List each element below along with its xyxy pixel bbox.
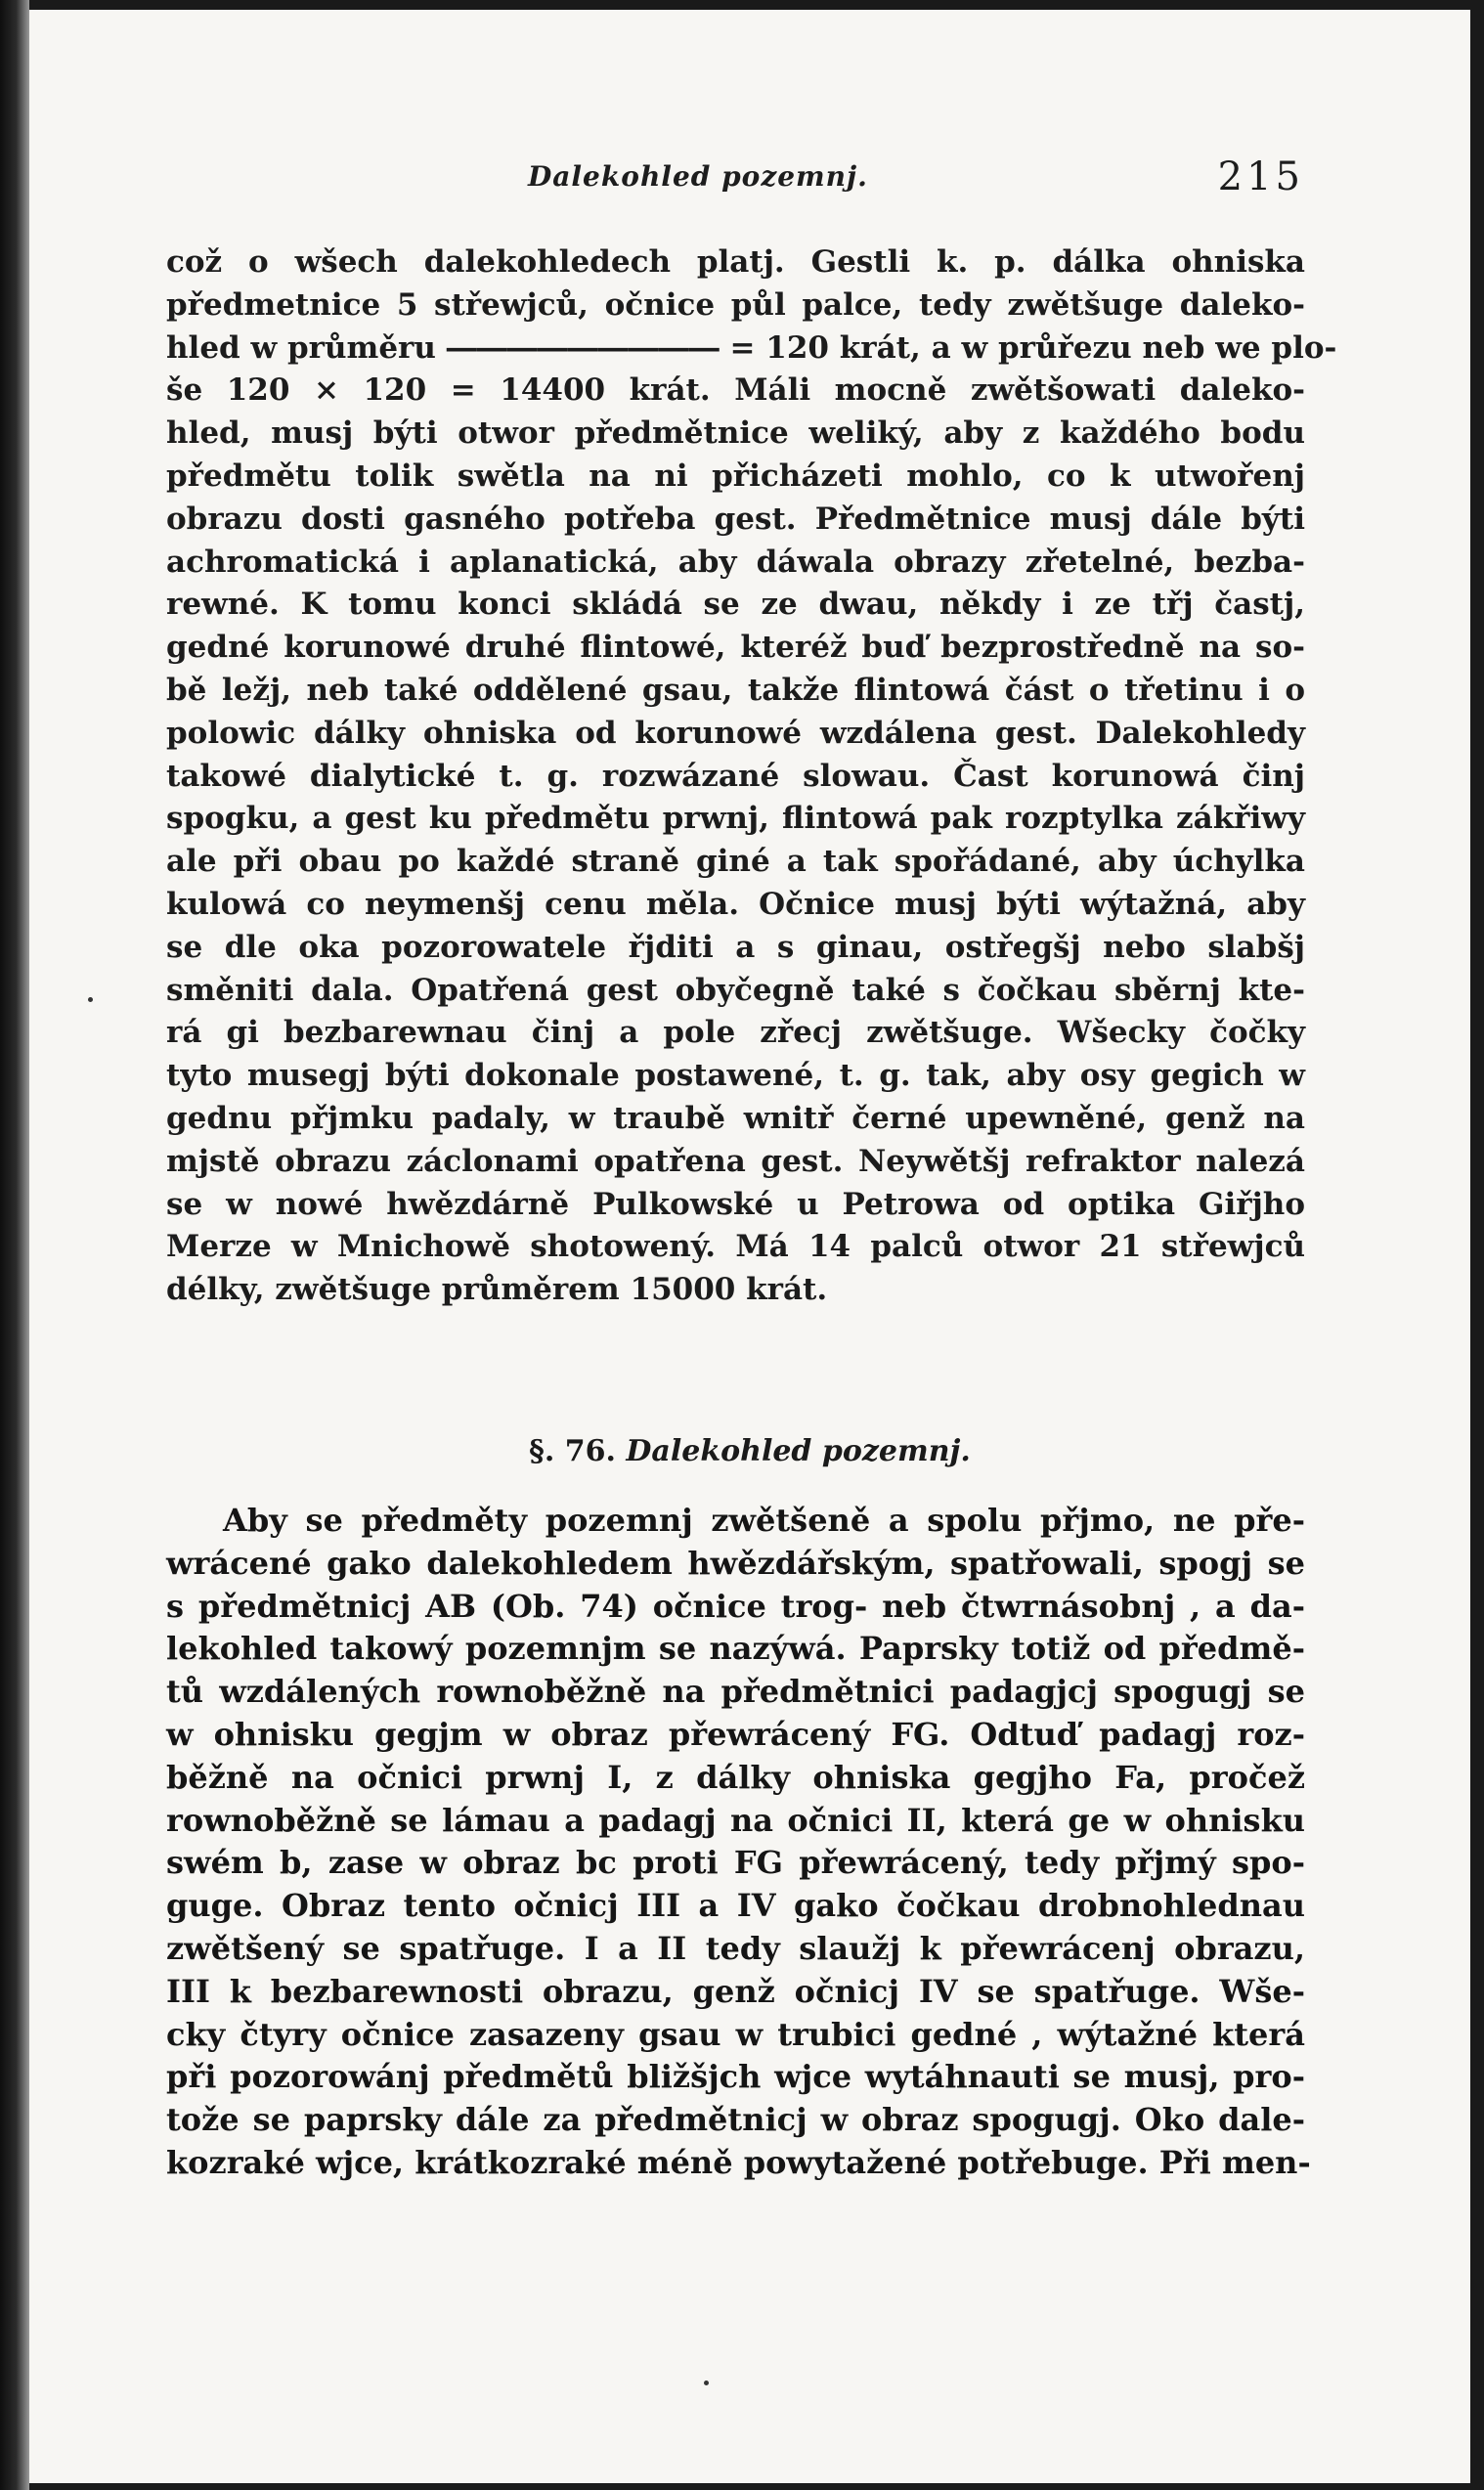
section-number: §. 76. [529,1434,616,1468]
text-line: takowé dialytické t. g. rozwázané slowau. Čast korunowá činj [166,758,1305,794]
paragraph-1 [166,241,1337,1312]
text-line: hled w průměru ――――――――― = 120 krát, a w průřezu neb we plo- [166,329,1337,366]
text-line: III k bezbarewnosti obrazu, genž očnicj IV se spatřuge. Wše- [166,1972,1305,2010]
text-line: obrazu dosti gasného potřeba gest. Předmětnice musj dále býti [166,501,1305,537]
text-line: rownoběžně se lámau a padagj na očnici II, která ge w ohnisku [166,1801,1305,1839]
text-line: tů wzdálených rownoběžně na předmětnici padagjcj spogugj se [166,1673,1305,1711]
page-speck [704,2381,709,2385]
text-line: Aby se předměty pozemnj zwětšeně a spolu přjmo, ne pře- [223,1502,1305,1539]
text-line: Merze w Mnichowě shotowený. Má 14 palců otwor 21 střewjců [166,1229,1305,1265]
text-line: se w nowé hwězdárně Pulkowské u Petrowa od optika Giřjho [166,1186,1305,1222]
text-line: tyto musegj býti dokonale postawené, t. g. tak, aby osy gegich w [166,1058,1305,1094]
book-spine-edge [0,0,29,2490]
text-line: gedné korunowé druhé flintowé, kteréž buď bezprostředně na so- [166,630,1305,666]
text-line: swém b, zase w obraz bc proti FG přewrácený, tedy přjmý spo- [166,1844,1305,1882]
text-line: směniti dala. Opatřená gest obyčegně také s čočkau sběrnj kte- [166,972,1305,1008]
text-line: rá gi bezbarewnau činj a pole zřecj zwětšuge. Wšecky čočky [166,1015,1305,1051]
text-line: achromatická i aplanatická, aby dáwala obrazy zřetelné, bezba- [166,544,1305,580]
text-line: což o wšech dalekohledech platj. Gestli k. p. dálka ohniska [166,244,1305,280]
text-line: wrácené gako dalekohledem hwězdářským, spatřowali, spogj se [166,1544,1305,1582]
text-line: předmetnice 5 střewjců, očnice půl palce, tedy zwětšuge daleko- [166,286,1305,323]
text-line: rewné. K tomu konci skládá se ze dwau, někdy i ze třj častj, [166,587,1305,623]
text-line: polowic dálky ohniska od korunowé wzdálena gest. Dalekohledy [166,715,1305,751]
text-line: tože se paprsky dále za předmětnicj w obraz spogugj. Oko dale- [166,2101,1305,2139]
text-line: běžně na očnici prwnj I, z dálky ohniska gegjho Fa, pročež [166,1758,1305,1796]
text-line: při pozorowánj předmětů bližšjch wjce wytáhnauti se musj, pro- [166,2058,1305,2096]
text-line: spogku, a gest ku předmětu prwnj, flintowá pak rozptylka zákřiwy [166,801,1305,837]
text-line: še 120 × 120 = 14400 krát. Máli mocně zwětšowati daleko- [166,372,1305,409]
text-line: délky, zwětšuge průměrem 15000 krát. [166,1272,828,1308]
text-line: bě ležj, neb také oddělené gsau, takže flintowá část o třetinu i o [166,672,1305,708]
text-line: w ohnisku gegjm w obraz přewrácený FG. Odtuď padagj roz- [166,1715,1305,1753]
text-line: cky čtyry očnice zasazeny gsau w trubici gedné , wýtažné která [166,2015,1305,2053]
paragraph-2 [166,1500,1311,2185]
text-line: zwětšený se spatřuge. I a II tedy slaužj k přewrácenj obrazu, [166,1929,1305,1967]
book-page [29,10,1470,2483]
text-line: kulowá co neymenšj cenu měla. Očnice musj býti wýtažná, aby [166,886,1305,922]
text-line: s předmětnicj AB (Ob. 74) očnice trog- neb čtwrnásobnj , a da- [166,1587,1305,1625]
text-line: předmětu tolik swětla na ni přicházeti mohlo, co k utwořenj [166,458,1305,494]
text-line: ale při obau po každé straně giné a tak spořádané, aby úchylka [166,844,1305,880]
page-speck [88,997,93,1002]
text-line: guge. Obraz tento očnicj III a IV gako čočkau drobnohlednau [166,1887,1305,1925]
section-heading [29,1434,1470,1468]
text-line: hled, musj býti otwor předmětnice weliký, aby z každého bodu [166,415,1305,452]
text-line: mjstě obrazu záclonami opatřena gest. Neywětšj refraktor nalezá [166,1143,1305,1179]
text-line: gednu přjmku padaly, w traubě wnitř černé upewněné, genž na [166,1100,1305,1136]
page-number: 215 [1217,154,1304,199]
text-line: kozraké wjce, krátkozraké méně powytažené potřebuge. Při men- [166,2143,1311,2181]
running-head: Dalekohled pozemnj. [528,160,868,193]
page-header [166,154,1304,203]
text-line: se dle oka pozorowatele řjditi a s ginau, ostřegšj nebo slabšj [166,929,1305,965]
section-title: Dalekohled pozemnj. [626,1434,971,1468]
text-line: lekohled takowý pozemnjm se nazýwá. Paprsky totiž od předmě- [166,1630,1305,1668]
